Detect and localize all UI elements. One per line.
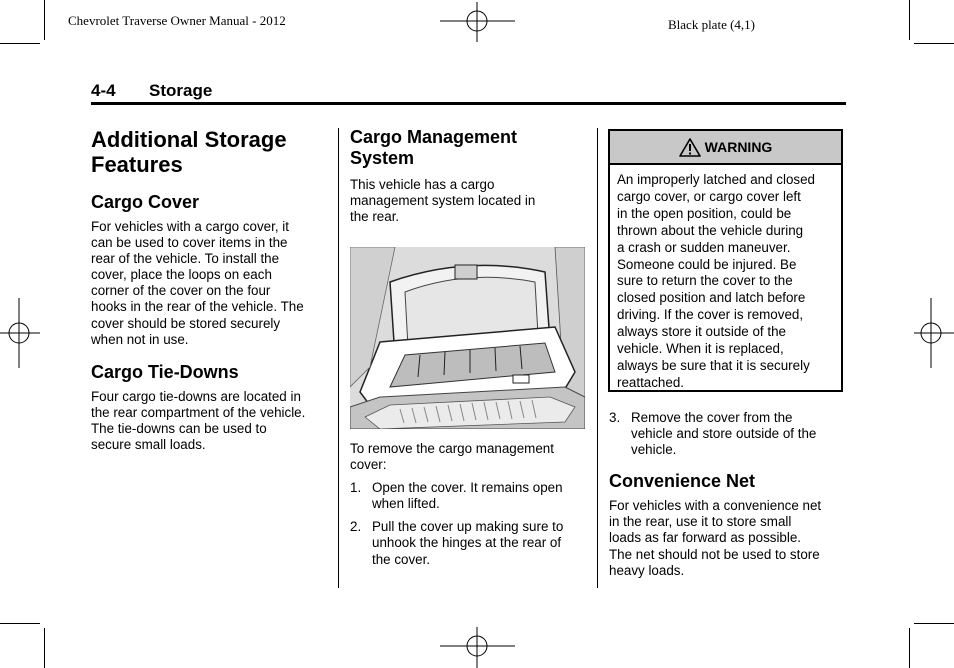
cargo-management-heading: Cargo Management System — [350, 127, 518, 168]
registration-mark-right — [914, 298, 954, 368]
remove-instructions — [350, 441, 590, 568]
column-rule-1 — [338, 128, 339, 588]
cargo-cover-text: For vehicles with a cargo cover, it can be used to cover items in the rear of the vehicle. To install the cover, place the loops on each corner of the cover on the four hooks in the rear of the vehicle. The cover should be stored securely when not in use. — [91, 219, 304, 347]
cargo-management-illustration — [350, 247, 585, 429]
remove-intro: To remove the cargo management cover: — [350, 441, 554, 473]
crop-mark-bottom-right-h — [914, 623, 954, 624]
cargo-cover-heading: Cargo Cover — [91, 192, 200, 212]
cargo-management-intro: This vehicle has a cargo management system located in the rear. — [350, 177, 536, 225]
crop-mark-bottom-right-v — [909, 628, 910, 668]
list-item: 1. Open the cover. It remains open when lifted. — [350, 480, 563, 512]
crop-mark-bottom-left-h — [0, 623, 40, 624]
crop-mark-top-left-h — [0, 43, 40, 44]
crop-mark-top-left-v — [44, 0, 45, 40]
registration-mark-bottom — [440, 627, 515, 668]
column-2 — [350, 127, 590, 225]
crop-mark-bottom-left-v — [44, 628, 45, 668]
warning-label: WARNING — [704, 139, 773, 155]
crop-mark-top-right-v — [909, 0, 910, 40]
list-item: 2. Pull the cover up making sure to unhook the hinges at the rear of the cover. — [350, 519, 564, 567]
warning-box — [608, 129, 843, 392]
registration-mark-left — [0, 298, 40, 368]
warning-triangle-icon — [679, 138, 701, 157]
section-header — [91, 81, 846, 105]
registration-mark-top — [440, 2, 515, 42]
section-name: Storage — [149, 81, 213, 100]
cargo-tie-downs-heading: Cargo Tie-Downs — [91, 361, 239, 382]
column-1 — [91, 127, 331, 453]
plate-label: Black plate (4,1) — [668, 17, 755, 32]
list-item: 3. Remove the cover from the vehicle and store outside of the vehicle. — [609, 410, 817, 458]
manual-title: Chevrolet Traverse Owner Manual - 2012 — [68, 13, 286, 28]
section-number: 4-4 — [91, 81, 116, 100]
convenience-net-text: For vehicles with a convenience net in the rear, use it to store small loads as far forward as possible. The net should not be used to store heavy loads. — [609, 498, 822, 578]
warning-header — [610, 131, 841, 165]
column-rule-2 — [597, 128, 598, 588]
crop-mark-top-right-h — [914, 43, 954, 44]
column-3-lower — [609, 410, 849, 579]
convenience-net-heading: Convenience Net — [609, 471, 756, 492]
warning-text: An improperly latched and closed cargo cover, or cargo cover left in the open position, could be thrown about the vehicle during a crash or sudden maneuver. Someone could be injured. Be sure to return the cover to the closed position and latch before driving. If the cover is removed, always store it outside of the vehicle. When it is replaced, always be sure that it is securely reattached. — [617, 172, 815, 390]
page-title: Additional Storage Features — [91, 127, 287, 177]
cargo-tie-downs-text: Four cargo tie-downs are located in the rear compartment of the vehicle. The tie-downs can be used to secure small loads. — [91, 388, 306, 453]
